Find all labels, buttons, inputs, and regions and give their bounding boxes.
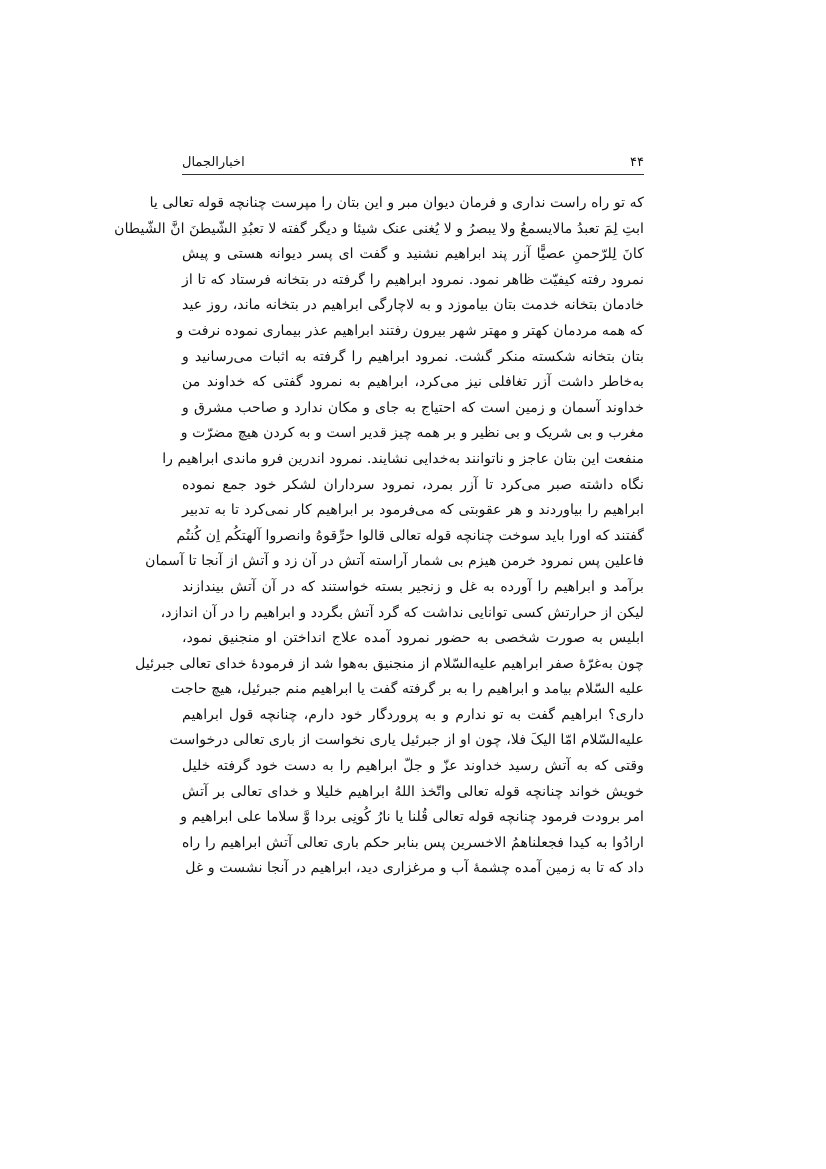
text-line: لیکن از حرارتش کسی توانایی نداشت که گرد آتش بگردد و ابراهیم را در آن اندازد، bbox=[160, 604, 644, 621]
text-line: به‌خاطر داشت آزر تغافلی نیز می‌کرد، ابراهیم به نمرود گفتی که خداوند من bbox=[182, 374, 644, 391]
text-line: کانَ لِلرّحمنِ عصیًّا آزر پند ابراهیم نشنید و گفت ای پسر دیوانه هستی و پیش bbox=[182, 246, 644, 263]
text-line: مغرب و بی شریک و بی نظیر و بر همه چیز قدیر است و به کردن هیچ مضرّت و bbox=[180, 425, 644, 442]
text-line: خادمان بتخانه خدمت بتان بیاموزد و به لاچارگی ابراهیم در بتخانه ماند، روز عید bbox=[182, 297, 644, 314]
body-text bbox=[114, 191, 644, 882]
text-line: چون به‌غرّهٔ صفر ابراهیم علیه‌السّلام از منجنیق به‌هوا شد از فرمودهٔ خدای تعالی جبرئیل bbox=[135, 655, 644, 672]
text-line: گفتند که اورا باید سوخت چنانچه قوله تعالی قالوا حرِّقوهُ وانصروا آلهتکُم اِن کُنتُم bbox=[176, 527, 644, 544]
text-line: خداوند آسمان و زمین است که احتیاج به جای و مکان ندارد و صاحب مشرق و bbox=[182, 399, 644, 416]
text-line: ابراهیم را بیاوردند و هر عقوبتی که می‌فرمود بر ابراهیم کار نمی‌کرد تا به تدبیر bbox=[182, 502, 644, 519]
text-line: ارادُوا به کیدا فجعلناهمُ الاخسرین پس بنابر حکم باری تعالی آتش ابراهیم را راه bbox=[182, 834, 644, 851]
text-line: منفعت این بتان عاجز و ناتوانند به‌خدایی نشایند. نمرود اندرین فرو ماندی ابراهیم را bbox=[162, 450, 644, 467]
text-line: داری؟ ابراهیم گفت به تو ندارم و به پروردگار خود دارم، چنانچه قول ابراهیم bbox=[182, 706, 644, 723]
text-line: ابلیس به صورت شخصی به حضور نمرود آمده علاج انداختن او منجنیق نمود، bbox=[182, 630, 644, 647]
header-rule bbox=[182, 174, 644, 175]
text-line: برآمد و ابراهیم را آورده به غل و زنجیر بسته خواستند که در آن آتش بیندازند bbox=[182, 578, 644, 595]
text-line: فاعلین پس نمرود خرمن هیزم بی شمار آراسته آتش در آن زد و آتش از آنجا تا آسمان bbox=[145, 553, 644, 570]
text-line: که همه مردمان کهتر و مهتر شهر بیرون رفتند ابراهیم عذر بیماری نموده نرفت و bbox=[176, 322, 644, 339]
text-line: که تو راه راست نداری و فرمان دیوان مبر و این بتان را مپرست چنانچه قوله تعالی یا bbox=[149, 195, 644, 211]
text-line: علیه السّلام بیامد و ابراهیم را به بر گرفته گفت یا ابراهیم منم جبرئیل، هیچ حاجت bbox=[170, 681, 644, 698]
page-number: ۴۴ bbox=[630, 155, 644, 170]
text-line: داد که تا به زمین آمده چشمهٔ آب و مرغزاری دید، ابراهیم در آنجا نشست و غل bbox=[185, 860, 644, 877]
page-header bbox=[182, 148, 644, 170]
text-line: وقتی که به آتش رسید خداوند عزّ و جلّ ابراهیم را به دست خود گرفته خلیل bbox=[182, 758, 644, 775]
text-line: خویش خواند چنانچه قوله تعالی واتّخذ اللهُ ابراهیم خلیلا و خدای تعالی بر آتش bbox=[182, 783, 644, 800]
text-line: نمرود رفته کیفیّت ظاهر نمود. نمرود ابراهیم را گرفته در بتخانه فرستاد که تا از bbox=[182, 271, 644, 288]
text-line: نگاه داشته صبر می‌کرد تا آزر بمرد، نمرود سرداران لشکر خود جمع نموده bbox=[182, 476, 644, 493]
text-line: بتان بتخانه شکسته منکر گشت. نمرود ابراهیم را گرفته به اثبات می‌رسانید و bbox=[182, 348, 644, 365]
text-line: علیه‌السّلام امّا الیکَ فلا، چون او از جبرئیل یاری نخواست از باری تعالی درخواست bbox=[169, 732, 644, 749]
text-line: ابتِ لِمَ تعبدُ مالایسمعُ ولا یبصرُ و لا یُغنی عنک شیئا و دیگر گفته لا تعبُدِ الشّیطنَ انَّ الشّیطان bbox=[114, 220, 644, 237]
text-line: امر برودت فرمود چنانچه قوله تعالی قُلنا یا نارُ کُونِی بردا وَّ سلاما علی ابراهیم و bbox=[180, 809, 644, 826]
running-title: اخبارالجمال bbox=[182, 155, 245, 170]
